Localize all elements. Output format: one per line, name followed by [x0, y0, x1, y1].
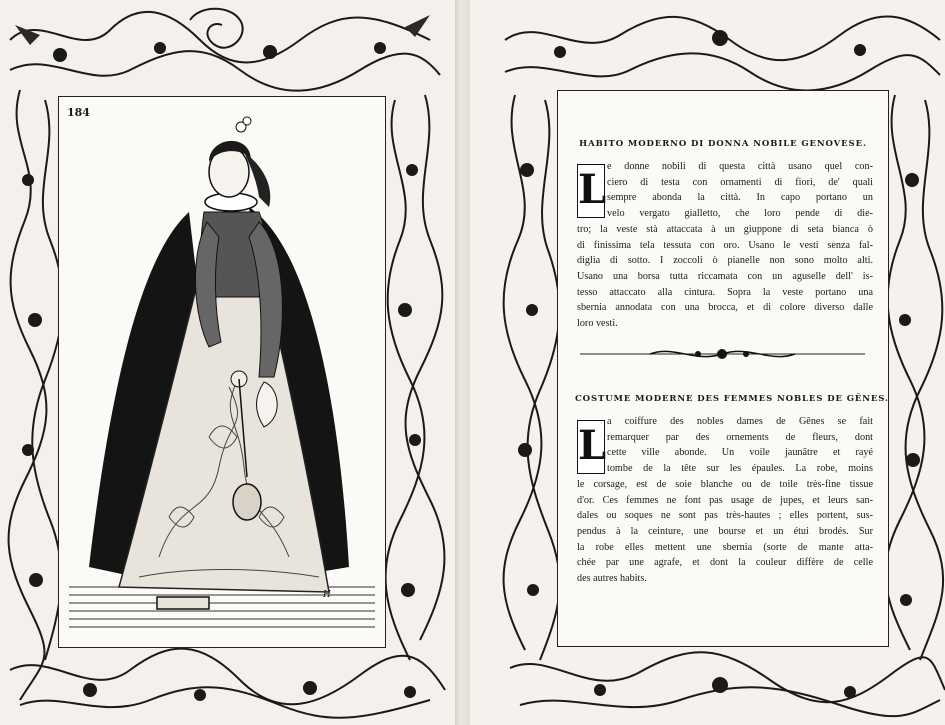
text-line: remarquer par des ornements de fleurs, dont — [607, 431, 873, 443]
drop-cap-letter: L — [578, 166, 607, 213]
drop-cap-letter: L — [578, 422, 607, 469]
italian-paragraph — [577, 159, 873, 332]
text-line: sbernia annodata con una brocca, et di colore diverso dalle — [577, 302, 873, 314]
noblewoman-engraving — [59, 97, 385, 647]
italian-title: HABITO MODERNO DI DONNA NOBILE GENOVESE. — [579, 139, 867, 149]
text-line: le corsage, est de soie blanche ou de toile très-fine tissue — [577, 478, 873, 490]
illustration-panel — [58, 96, 386, 648]
french-paragraph — [577, 414, 873, 587]
text-line: Usano una borsa tutta riccamata con un aguselle dell' is- — [577, 270, 873, 282]
text-line: di finissima tela tessuta con oro. Usano le vesti senza fal- — [577, 239, 873, 251]
text-line: pendus à la ceinture, une bourse et un étui brodés. Sur — [577, 525, 873, 537]
text-line: velo vergato gialletto, che loro pende di die- — [607, 208, 873, 220]
text-line: e donne nobili di questa città usano quel con- — [607, 161, 873, 172]
text-line: ciero di testa con ornamenti di fiori, de' quali — [607, 176, 873, 188]
ornamental-divider — [580, 345, 865, 363]
text-line: dales ou soques ne sont pas très-hautes ; elles portent, sus- — [577, 510, 873, 522]
text-line: tro; la veste stà attaccata à un giuppone di seta bianca ò — [577, 223, 873, 235]
text-line: a coiffure des nobles dames de Gênes se fait — [607, 416, 873, 427]
text-line: sempre abonda la città. In capo portano un — [607, 192, 873, 204]
text-line: d'or. Ces femmes ne font pas usage de jupes, et leurs san- — [577, 494, 873, 506]
text-line: tesso attaccato alla cintura. Sopra la veste portano una — [577, 286, 873, 298]
text-line: la robe elles mettent une sbernia (sorte de mante atta- — [577, 541, 873, 553]
artist-monogram: H — [323, 590, 331, 600]
text-line: chée par une agrafe, et dont la couleur diffère de celle — [577, 557, 873, 569]
text-line: diglia di sotto. I zoccoli ò pianelle non sono molto alti. — [577, 255, 873, 267]
text-line: cette ville abonde. Un voile jaunâtre et rayé — [607, 447, 873, 459]
page-number: 184 — [67, 106, 90, 119]
text-line: des autres habits. — [577, 573, 647, 585]
text-line: loro vesti. — [577, 318, 618, 330]
text-line: tombe de la tête sur les épaules. La robe, moins — [607, 463, 873, 475]
french-title: COSTUME MODERNE DES FEMMES NOBLES DE GÊNES. — [575, 394, 889, 404]
